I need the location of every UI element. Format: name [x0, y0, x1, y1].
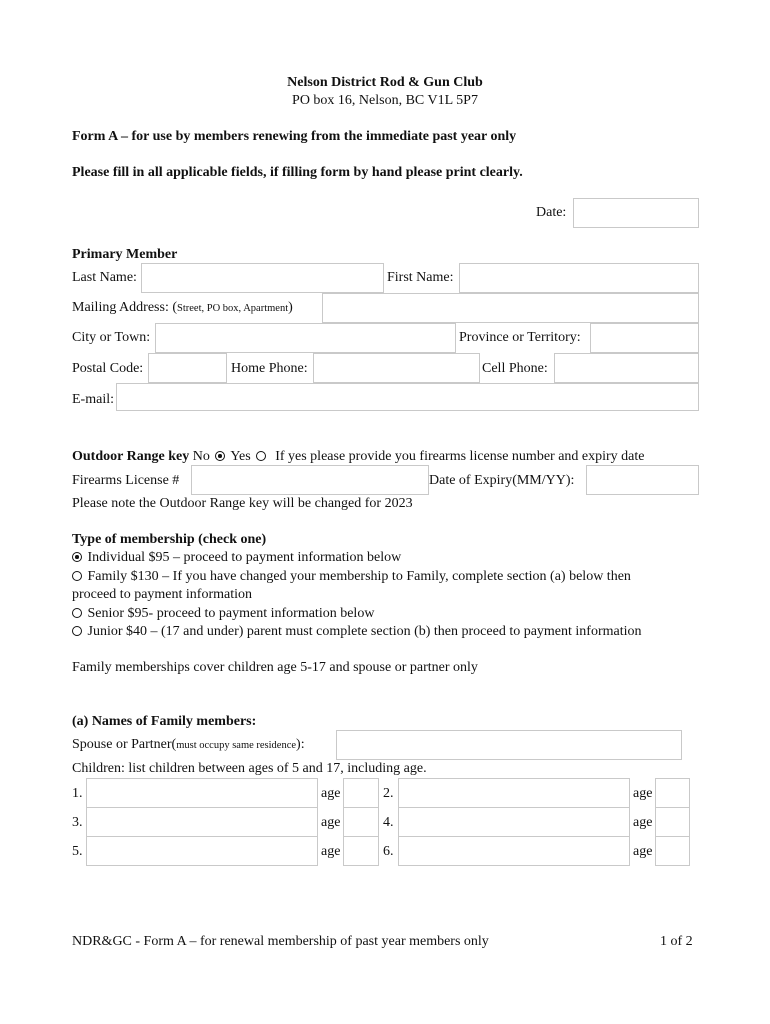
child-number-6: 6. — [383, 844, 394, 859]
family-option-continuation: proceed to payment information — [72, 587, 252, 602]
child-5-name-field[interactable] — [86, 836, 318, 866]
family-heading: (a) Names of Family members: — [72, 714, 257, 729]
last-name-field[interactable] — [141, 263, 384, 293]
family-radio[interactable] — [72, 571, 82, 581]
email-label: E-mail: — [72, 392, 114, 407]
city-label: City or Town: — [72, 330, 151, 345]
range-key-row — [72, 449, 645, 465]
home-phone-label: Home Phone: — [231, 361, 308, 376]
child-4-name-field[interactable] — [398, 807, 630, 837]
junior-radio[interactable] — [72, 626, 82, 636]
date-label: Date: — [536, 205, 567, 220]
first-name-label: First Name: — [387, 270, 454, 285]
child-4-age-label: age — [633, 815, 653, 830]
license-label: Firearms License # — [72, 473, 180, 488]
child-2-age-label: age — [633, 786, 653, 801]
child-3-age-label: age — [321, 815, 341, 830]
child-6-age-label: age — [633, 844, 653, 859]
cell-phone-field[interactable] — [554, 353, 699, 383]
child-1-name-field[interactable] — [86, 778, 318, 808]
mailing-address-label: Mailing Address: (Street, PO box, Apartment) — [72, 300, 293, 315]
child-2-age-field[interactable] — [655, 778, 690, 808]
club-name: Nelson District Rod & Gun Club — [287, 75, 483, 90]
child-4-age-field[interactable] — [655, 807, 690, 837]
city-field[interactable] — [155, 323, 456, 353]
membership-option-junior: Junior $40 – (17 and under) parent must complete section (b) then proceed to payment information — [72, 624, 642, 640]
home-phone-field[interactable] — [313, 353, 480, 383]
child-2-name-field[interactable] — [398, 778, 630, 808]
child-1-age-field[interactable] — [343, 778, 379, 808]
postal-code-field[interactable] — [148, 353, 227, 383]
email-field[interactable] — [116, 383, 699, 411]
child-5-age-field[interactable] — [343, 836, 379, 866]
child-number-1: 1. — [72, 786, 83, 801]
first-name-field[interactable] — [459, 263, 699, 293]
membership-option-family: Family $130 – If you have changed your membership to Family, complete section (a) below then — [72, 569, 631, 585]
license-field[interactable] — [191, 465, 429, 495]
postal-code-label: Postal Code: — [72, 361, 144, 376]
primary-member-heading: Primary Member — [72, 247, 178, 262]
individual-radio[interactable] — [72, 552, 82, 562]
instructions: Please fill in all applicable fields, if filling form by hand please print clearly. — [72, 165, 523, 180]
spouse-field[interactable] — [336, 730, 682, 760]
range-key-no-label: No — [192, 449, 210, 464]
date-field[interactable] — [573, 198, 699, 228]
coverage-note: Family memberships cover children age 5-17 and spouse or partner only — [72, 660, 478, 675]
form-title: Form A – for use by members renewing from the immediate past year only — [72, 129, 517, 144]
range-key-no-radio[interactable] — [215, 451, 225, 461]
club-address: PO box 16, Nelson, BC V1L 5P7 — [292, 93, 478, 108]
spouse-hint: must occupy same residence — [176, 740, 297, 751]
footer-text: NDR&GC - Form A – for renewal membership of past year members only — [72, 934, 489, 949]
expiry-field[interactable] — [586, 465, 699, 495]
membership-option-individual: Individual $95 – proceed to payment information below — [72, 550, 401, 566]
child-3-age-field[interactable] — [343, 807, 379, 837]
mailing-address-field[interactable] — [322, 293, 699, 323]
mailing-address-hint: Street, PO box, Apartment — [177, 303, 289, 314]
child-number-4: 4. — [383, 815, 394, 830]
expiry-label: Date of Expiry(MM/YY): — [429, 473, 575, 488]
child-3-name-field[interactable] — [86, 807, 318, 837]
child-1-age-label: age — [321, 786, 341, 801]
children-instruction: Children: list children between ages of 5 and 17, including age. — [72, 761, 427, 776]
range-key-heading: Outdoor Range key — [72, 449, 190, 464]
child-5-age-label: age — [321, 844, 341, 859]
province-label: Province or Territory: — [459, 330, 581, 345]
range-key-instruction: If yes please provide you firearms license number and expiry date — [275, 449, 645, 464]
last-name-label: Last Name: — [72, 270, 137, 285]
membership-option-senior: Senior $95- proceed to payment information below — [72, 606, 374, 622]
child-number-5: 5. — [72, 844, 83, 859]
range-key-note: Please note the Outdoor Range key will be changed for 2023 — [72, 496, 413, 511]
range-key-yes-label: Yes — [230, 449, 251, 464]
child-6-name-field[interactable] — [398, 836, 630, 866]
page-number: 1 of 2 — [660, 934, 693, 949]
child-6-age-field[interactable] — [655, 836, 690, 866]
child-number-2: 2. — [383, 786, 394, 801]
cell-phone-label: Cell Phone: — [482, 361, 548, 376]
province-field[interactable] — [590, 323, 699, 353]
child-number-3: 3. — [72, 815, 83, 830]
range-key-yes-radio[interactable] — [256, 451, 266, 461]
spouse-label: Spouse or Partner(must occupy same residence): — [72, 737, 305, 752]
senior-radio[interactable] — [72, 608, 82, 618]
membership-heading: Type of membership (check one) — [72, 532, 267, 547]
